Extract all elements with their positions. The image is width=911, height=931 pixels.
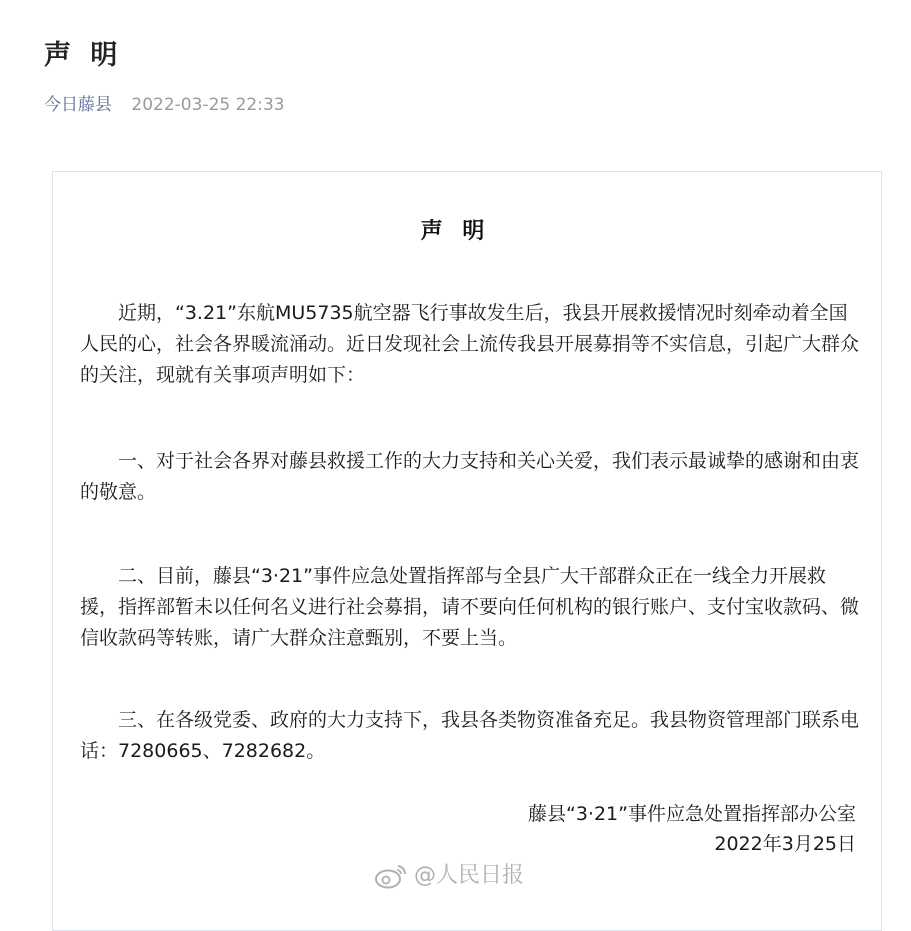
watermark [374, 858, 524, 894]
statement-paragraph-intro: 近期，“3.21”东航MU5735航空器飞行事故发生后，我县开展救援情况时刻牵动着全国人民的心，社会各界暖流涌动。近日发现社会上流传我县开展募捐等不实信息，引起广大群众的关注，现就有关事项声明如下： [80, 302, 860, 386]
watermark-text: @人民日报 [414, 863, 525, 888]
signature-date: 2022年3月25日 [714, 833, 856, 855]
statement-paragraph-1: 一、对于社会各界对藤县救援工作的大力支持和关心关爱，我们表示最诚挚的感谢和由衷的敬意。 [80, 450, 860, 503]
statement-paragraph-2: 二、目前，藤县“3·21”事件应急处置指挥部与全县广大干部群众正在一线全力开展救援，指挥部暂未以任何名义进行社会募捐，请不要向任何机构的银行账户、支付宝收款码、微信收款码等转账，请广大群众注意甄别，不要上当。 [80, 565, 860, 649]
page-title: 声 明 [44, 40, 123, 71]
statement-title: 声 明 [420, 219, 491, 244]
publish-datetime: 2022-03-25 22:33 [131, 95, 285, 115]
article-meta [44, 92, 285, 118]
statement-paragraph-3: 三、在各级党委、政府的大力支持下，我县各类物资准备充足。我县物资管理部门联系电话：7280665、7282682。 [80, 709, 860, 762]
weibo-icon [374, 862, 408, 890]
signature-organization: 藤县“3·21”事件应急处置指挥部办公室 [528, 803, 856, 825]
account-name-link[interactable]: 今日藤县 [44, 95, 112, 115]
